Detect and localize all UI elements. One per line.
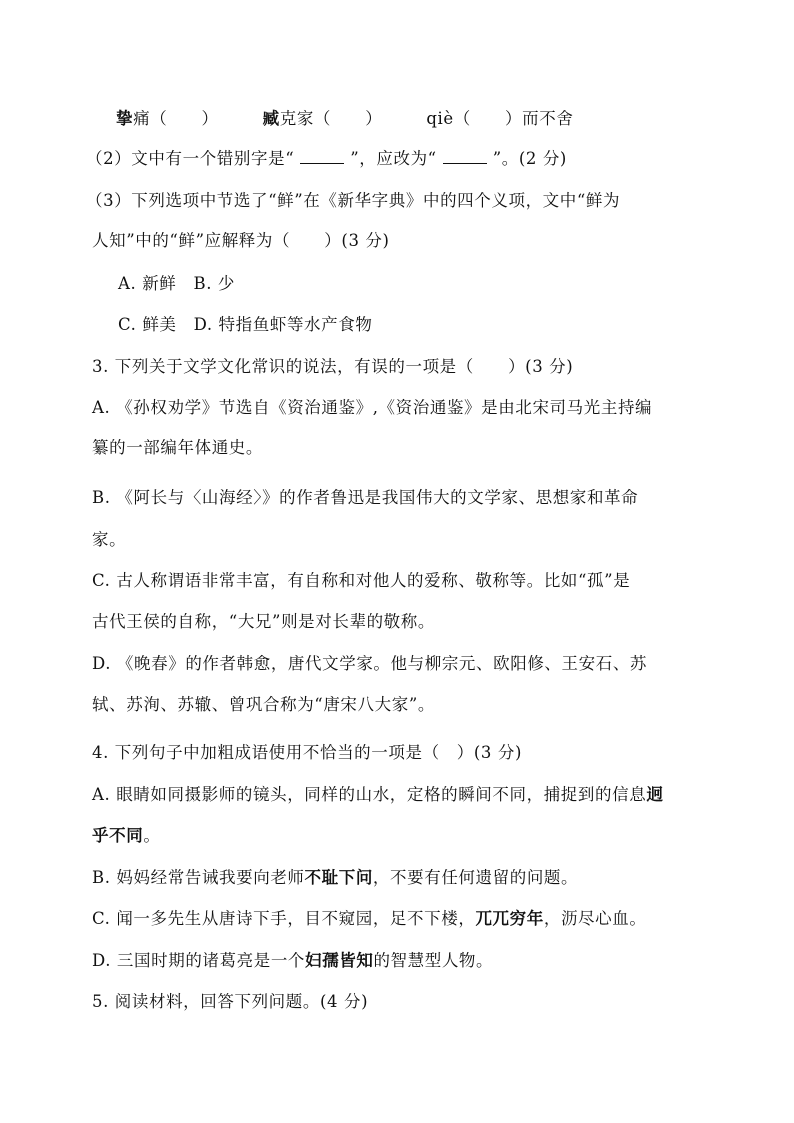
q3-option-a-line2: 纂的一部编年体通史。 bbox=[92, 438, 263, 457]
q2-sub2 bbox=[86, 148, 567, 170]
q3-option-d-line2: 轼、苏洵、苏辙、曾巩合称为“唐宋八大家”。 bbox=[92, 695, 435, 714]
pinyin-line bbox=[116, 108, 573, 130]
q2-sub3-line2: 人知”中的“鲜”应解释为（ ）(3 分) bbox=[92, 231, 390, 250]
q2-sub2-middle: ”，应改为“ bbox=[350, 149, 437, 168]
q3-option-b-line2: 家。 bbox=[92, 530, 127, 549]
q2-sub3-options-cd: C. 鲜美 D. 特指鱼虾等水产食物 bbox=[118, 315, 373, 334]
q4-a-end: 。 bbox=[143, 826, 161, 845]
q4-b-post: ，不要有任何遗留的问题。 bbox=[372, 868, 579, 887]
answer-blank-2[interactable] bbox=[443, 149, 487, 164]
q3-option-b-line1: B. 《阿长与〈山海经〉》的作者鲁迅是我国伟大的文学家、思想家和革命 bbox=[92, 488, 639, 507]
q3-option-d-line1: D. 《晚春》的作者韩愈，唐代文学家。他与柳宗元、欧阳修、王安石、苏 bbox=[92, 654, 648, 673]
q4-option-c bbox=[92, 908, 646, 930]
pinyin-item3: qiè（ ）而不舍 bbox=[426, 109, 574, 128]
q2-sub2-prefix: （2）文中有一个错别字是“ bbox=[86, 149, 295, 168]
q4-option-b bbox=[92, 867, 578, 889]
q4-option-d bbox=[92, 950, 493, 972]
q5-stem: 5. 阅读材料，回答下列问题。(4 分) bbox=[92, 992, 369, 1011]
q4-c-pre: C. 闻一多先生从唐诗下手，目不窥园，足不下楼， bbox=[92, 909, 476, 928]
q3-stem: 3. 下列关于文学文化常识的说法，有误的一项是（ ）(3 分) bbox=[92, 357, 574, 376]
pinyin-item2-rest: 克家（ ） bbox=[279, 109, 383, 128]
pinyin-item2-bold: 臧 bbox=[262, 109, 280, 128]
q2-sub2-suffix: ”。(2 分) bbox=[492, 149, 567, 168]
q2-sub3-options-ab: A. 新鲜 B. 少 bbox=[118, 274, 236, 293]
q4-stem: 4. 下列句子中加粗成语使用不恰当的一项是（ ）(3 分) bbox=[92, 743, 523, 762]
q4-b-bold: 不耻下问 bbox=[304, 868, 373, 887]
q3-option-c-line1: C. 古人称谓语非常丰富，有自称和对他人的爱称、敬称等。比如“孤”是 bbox=[92, 571, 631, 590]
answer-blank-1[interactable] bbox=[300, 149, 344, 164]
q4-a-bold-1: 迥 bbox=[646, 785, 664, 804]
pinyin-item1-bold: 挚 bbox=[116, 109, 134, 128]
q4-d-bold: 妇孺皆知 bbox=[305, 951, 374, 970]
q3-option-a-line1: A. 《孙权劝学》节选自《资治通鉴》,《资治通鉴》是由北宋司马光主持编 bbox=[92, 398, 653, 417]
q3-option-c-line2: 古代王侯的自称，“大兄”则是对长辈的敬称。 bbox=[92, 612, 435, 631]
pinyin-item1-rest: 痛（ ） bbox=[133, 109, 219, 128]
q4-a-bold-2: 乎不同 bbox=[92, 826, 144, 845]
q4-d-post: 的智慧型人物。 bbox=[373, 951, 494, 970]
q4-c-post: ，沥尽心血。 bbox=[543, 909, 647, 928]
q4-b-pre: B. 妈妈经常告诫我要向老师 bbox=[92, 868, 305, 887]
q2-sub3-line1: （3）下列选项中节选了“鲜”在《新华字典》中的四个义项，文中“鲜为 bbox=[86, 191, 621, 210]
q4-a-text: A. 眼睛如同摄影师的镜头，同样的山水，定格的瞬间不同，捕捉到的信息 bbox=[92, 785, 647, 804]
q4-option-a-line1 bbox=[92, 784, 663, 806]
q4-c-bold: 兀兀穷年 bbox=[475, 909, 544, 928]
q4-option-a-line2 bbox=[92, 825, 160, 847]
q4-d-pre: D. 三国时期的诸葛亮是一个 bbox=[92, 951, 306, 970]
